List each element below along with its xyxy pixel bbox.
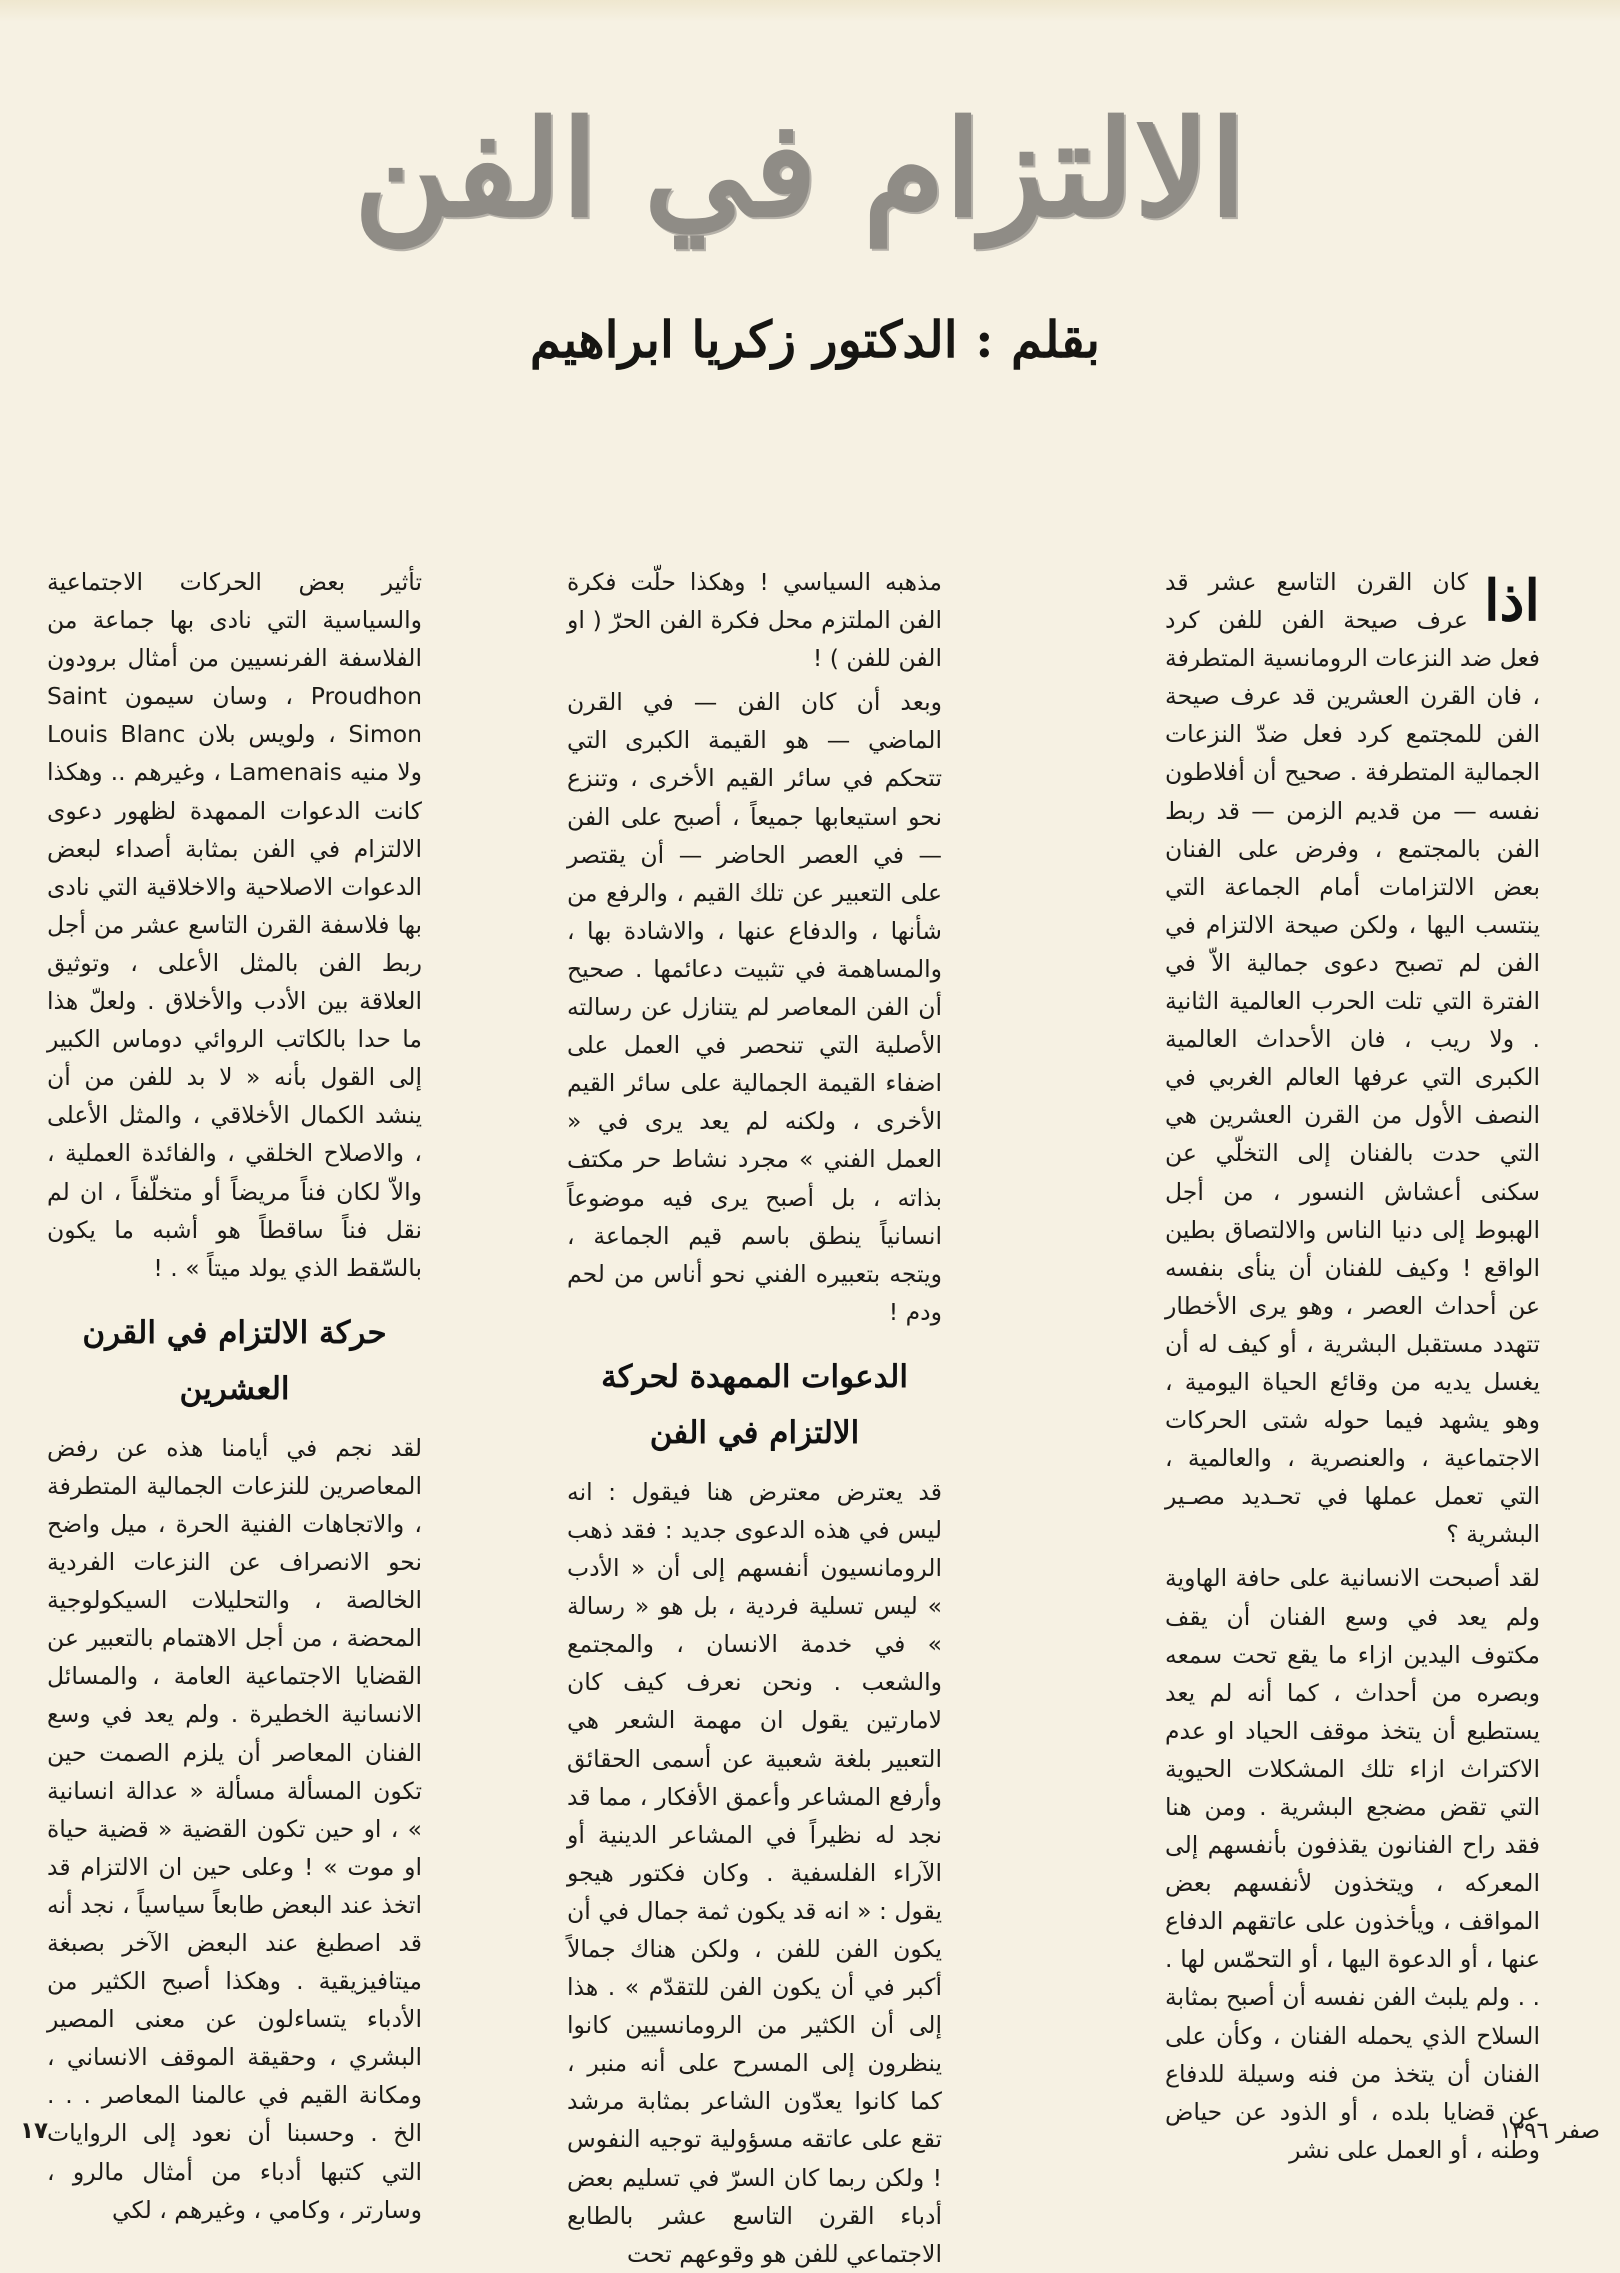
paragraph: مذهبه السياسي ! وهكذا حلّت فكرة الفن الملتزم محل فكرة الفن الحرّ ( او الفن للفن ) ! (567, 568, 942, 673)
article-column-right (1165, 563, 1540, 2164)
top-edge-strip (0, 0, 1620, 22)
section-heading: الدعوات الممهدة لحركة الالتزام في الفن (601, 1358, 908, 1451)
paragraph: كان القرن التاسع عشر قد عرف صيحة الفن للفن كرد فعل ضد النزعات الرومانسية المتطرفة ، فان القرن العشرين قد عرف صيحة الفن للمجتمع كرد فعل ضدّ النزعات الجمالية المتطرفة . صحيح أن أفلاطون نفسه — من قديم الزمن — قد ربط الفن بالمجتمع ، وفرض على الفنان بعض الالتزامات أمام الجماعة التي ينتسب اليها ، ولكن صيحة الالتزام في الفن لم تصبح دعوى جمالية الاّ في الفترة التي تلت الحرب العالمية الثانية . ولا ريب ، فان الأحداث العالمية الكبرى التي عرفها العالم الغربي في النصف الأول من القرن العشرين هي التي حدت بالفنان إلى التخلّي عن سكنى أعشاش النسور ، من أجل الهبوط إلى دنيا الناس والالتصاق بطين الواقع ! وكيف للفنان أن ينأى بنفسه عن أحداث العصر ، وهو يرى الأخطار تتهدد مستقبل البشرية ، أو كيف له أن يغسل يديه من وقائع الحياة اليومية ، وهو يشهد فيما حوله شتى الحركات الاجتماعية ، والعنصرية ، والعالمية ، التي تعمل عملها في تحـديد مصـير البشرية ؟ (1165, 568, 1540, 1549)
page-number: ١٧ (20, 2118, 49, 2144)
paragraph: لقد أصبحت الانسانية على حافة الهاوية ولم يعد في وسع الفنان أن يقف مكتوف اليدين ازاء ما يقع تحت سمعه وبصره من أحداث ، كما أنه لم يعد يستطيع أن يتخذ موقف الحياد او عدم الاكتراث ازاء تلك المشكلات الحيوية التي تقض مضجع البشرية . ومن هنا فقد راح الفنانون يقذفون بأنفسهم إلى المعركه ، ويتخذون لأنفسهم بعض المواقف ، ويأخذون على عاتقهم الدفاع عنها ، أو الدعوة اليها ، أو التحمّس لها . . . ولم يلبث الفن نفسه أن أصبح بمثابة السلاح الذي يحمله الفنان ، وكأن على الفنان أن يتخذ من فنه وسيلة للدفاع عن قضايا بلده ، أو الذود عن حياض وطنه ، أو العمل على نشر (1165, 1564, 1540, 2164)
author-byline: بقلم : الدكتور زكريا ابراهيم (529, 310, 1100, 369)
drop-cap: اذا (1483, 568, 1540, 634)
article-column-left (47, 563, 423, 2224)
issue-date: صفر ١٣٩٦ (1499, 2118, 1600, 2144)
paragraph: قد يعترض معترض هنا فيقول : انه ليس في هذه الدعوى جديد : فقد ذهب الرومانسيون أنفسهم إلى أن « الأدب » ليس تسلية فردية ، بل هو « رسالة » في خدمة الانسان ، والمجتمع والشعب . ونحن نعرف كيف كان لامارتين يقول ان مهمة الشعر هي التعبير بلغة شعبية عن أسمى الحقائق وأرفع المشاعر وأعمق الأفكار ، مما قد نجد له نظيراً في المشاعر الدينية أو الآراء الفلسفية . وكان فكتور هيجو يقول : « انه قد يكون ثمة جمال في أن يكون الفن للفن ، ولكن هناك جمالاً أكبر في أن يكون الفن للتقدّم » . هذا إلى أن الكثير من الرومانسيين كانوا ينظرون إلى المسرح على أنه منبر ، كما كانوا يعدّون الشاعر بمثابة مرشد تقع على عاتقه مسؤولية توجيه النفوس ! ولكن ربما كان السرّ في تسليم بعض أدباء القرن التاسع عشر بالطابع الاجتماعي للفن هو وقوعهم تحت (566, 1477, 942, 2268)
paragraph: وبعد أن كان الفن — في القرن الماضي — هو القيمة الكبرى التي تتحكم في سائر القيم الأخرى ، وتنزع نحو استيعابها جميعاً ، أصبح على الفن — في العصر الحاضر — أن يقتصر على التعبير عن تلك القيم ، والرفع من شأنها ، والدفاع عنها ، والاشادة بها ، والمساهمة في تثبيت دعائمها . صحيح أن الفن المعاصر لم يتنازل عن رسالته الأصلية التي تنحصر في العمل على اضفاء القيمة الجمالية على سائر القيم الأخرى ، ولكنه لم يعد يرى في « العمل الفني » مجرد نشاط حر مكتف بذاته ، بل أصبح يرى فيه موضوعاً انسانياً ينطق باسم قيم الجماعة ، ويتجه بتعبيره الفني نحو أناس من لحم ودم ! (567, 688, 942, 1326)
paragraph: لقد نجم في أيامنا هذه عن رفض المعاصرين للنزعات الجمالية المتطرفة ، والاتجاهات الفنية الحرة ، ميل واضح نحو الانصراف عن النزعات الفردية الخالصة ، والتحليلات السيكولوجية المحضة ، من أجل الاهتمام بالتعبير عن القضايا الاجتماعية العامة ، والمسائل الانسانية الخطيرة . ولم يعد في وسع الفنان المعاصر أن يلزم الصمت حين تكون المسألة مسألة « عدالة انسانية » ، او حين تكون القضية « قضية حياة او موت » ! وعلى حين ان الالتزام قد اتخذ عند البعض طابعاً سياسياً ، نجد أنه قد اصطبغ عند البعض الآخر بصبغة ميتافيزيقية . وهكذا أصبح الكثير من الأدباء يتساءلون عن معنى المصير البشري ، وحقيقة الموقف الانساني ، ومكانة القيم في عالمنا المعاصر . . . الخ . وحسبنا أن نعود إلى الروايات التي كتبها أدباء من أمثال مالرو ، وسارتر ، وكامي ، وغيرهم ، لكي (47, 1433, 422, 2224)
article-headline: الالتزام في الفن (353, 92, 1247, 247)
section-heading: حركة الالتزام في القرن العشرين (82, 1314, 387, 1407)
article-column-middle (566, 563, 942, 2268)
paragraph: تأثير بعض الحركات الاجتماعية والسياسية التي نادى بها جماعة من الفلاسفة الفرنسيين من أمثال برودون Proudhon ، وسان سيمون Saint Simon ، ولويس بلان Louis Blanc ولا منيه Lamenais ، وغيرهم .. وهكذا كانت الدعوات الممهدة لظهور دعوى الالتزام في الفن بمثابة أصداء لبعض الدعوات الاصلاحية والاخلاقية التي نادى بها فلاسفة القرن التاسع عشر من أجل ربط الفن بالمثل الأعلى ، وتوثيق العلاقة بين الأدب والأخلاق . ولعلّ هذا ما حدا بالكاتب الروائي دوماس الكبير إلى القول بأنه « لا بد للفن من أن ينشد الكمال الأخلاقي ، والمثل الأعلى ، والاصلاح الخلقي ، والفائدة العملية ، والاّ لكان فناً مريضاً أو متخلّفاً ، ان لم نقل فناً ساقطاً هو أشبه ما يكون بالسّقط الذي يولد ميتاً » . ! (47, 568, 423, 1282)
